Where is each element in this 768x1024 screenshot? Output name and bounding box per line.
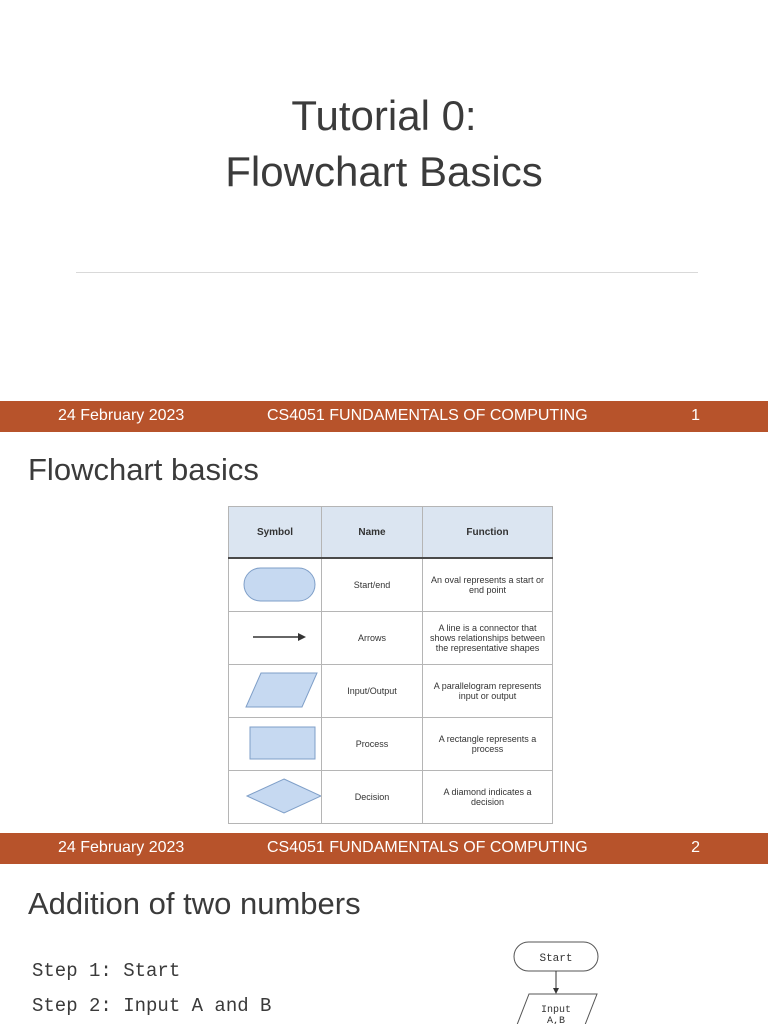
slide-2 xyxy=(0,432,768,864)
slide-heading: Addition of two numbers xyxy=(28,886,361,921)
footer-page-number: 1 xyxy=(691,407,700,424)
step-2: Step 2: Input A and B xyxy=(32,995,272,1017)
symbol-cell xyxy=(229,612,322,665)
symbol-function: A rectangle represents a process xyxy=(423,718,553,771)
symbol-name: Arrows xyxy=(322,612,423,665)
addition-flowchart xyxy=(500,934,610,1024)
slide-1 xyxy=(0,0,768,432)
oval-icon xyxy=(229,559,321,609)
algorithm-steps xyxy=(32,954,271,1024)
page-title xyxy=(0,88,768,200)
flow-arrowhead xyxy=(553,988,559,994)
symbol-table xyxy=(228,506,553,824)
table-row xyxy=(229,612,553,665)
symbol-cell xyxy=(229,771,322,824)
start-label: Start xyxy=(539,953,573,965)
table-row xyxy=(229,665,553,718)
input-label-line-2: A,B xyxy=(546,1016,566,1024)
table-row xyxy=(229,718,553,771)
symbol-cell xyxy=(229,665,322,718)
parallelogram-icon xyxy=(229,665,321,715)
slide-footer xyxy=(0,833,768,864)
arrow-icon xyxy=(229,612,321,662)
title-line-2: Flowchart Basics xyxy=(225,148,543,195)
footer-page-number: 2 xyxy=(691,839,700,856)
step-1: Step 1: Start xyxy=(32,960,181,982)
diamond-icon xyxy=(229,771,321,821)
column-header-symbol: Symbol xyxy=(229,507,322,559)
column-header-function: Function xyxy=(423,507,553,559)
footer-date: 24 February 2023 xyxy=(58,839,185,856)
symbol-name: Input/Output xyxy=(322,665,423,718)
rectangle-icon xyxy=(229,718,321,768)
title-line-1: Tutorial 0: xyxy=(291,92,477,139)
symbol-cell xyxy=(229,718,322,771)
symbol-name: Start/end xyxy=(322,558,423,612)
symbol-function: A line is a connector that shows relationships between the representative shapes xyxy=(423,612,553,665)
footer-date: 24 February 2023 xyxy=(58,407,185,424)
symbol-name: Decision xyxy=(322,771,423,824)
symbol-cell xyxy=(229,558,322,612)
slide-footer xyxy=(0,401,768,432)
symbol-name: Process xyxy=(322,718,423,771)
symbol-function: An oval represents a start or end point xyxy=(423,558,553,612)
symbol-function: A diamond indicates a decision xyxy=(423,771,553,824)
footer-course: CS4051 FUNDAMENTALS OF COMPUTING xyxy=(267,407,588,424)
input-label-line-1: Input xyxy=(540,1005,572,1016)
column-header-name: Name xyxy=(322,507,423,559)
title-divider xyxy=(76,272,698,273)
symbol-function: A parallelogram represents input or output xyxy=(423,665,553,718)
footer-course: CS4051 FUNDAMENTALS OF COMPUTING xyxy=(267,839,588,856)
table-row xyxy=(229,771,553,824)
slide-heading: Flowchart basics xyxy=(28,452,259,487)
table-row xyxy=(229,558,553,612)
slide-3 xyxy=(0,864,768,1024)
